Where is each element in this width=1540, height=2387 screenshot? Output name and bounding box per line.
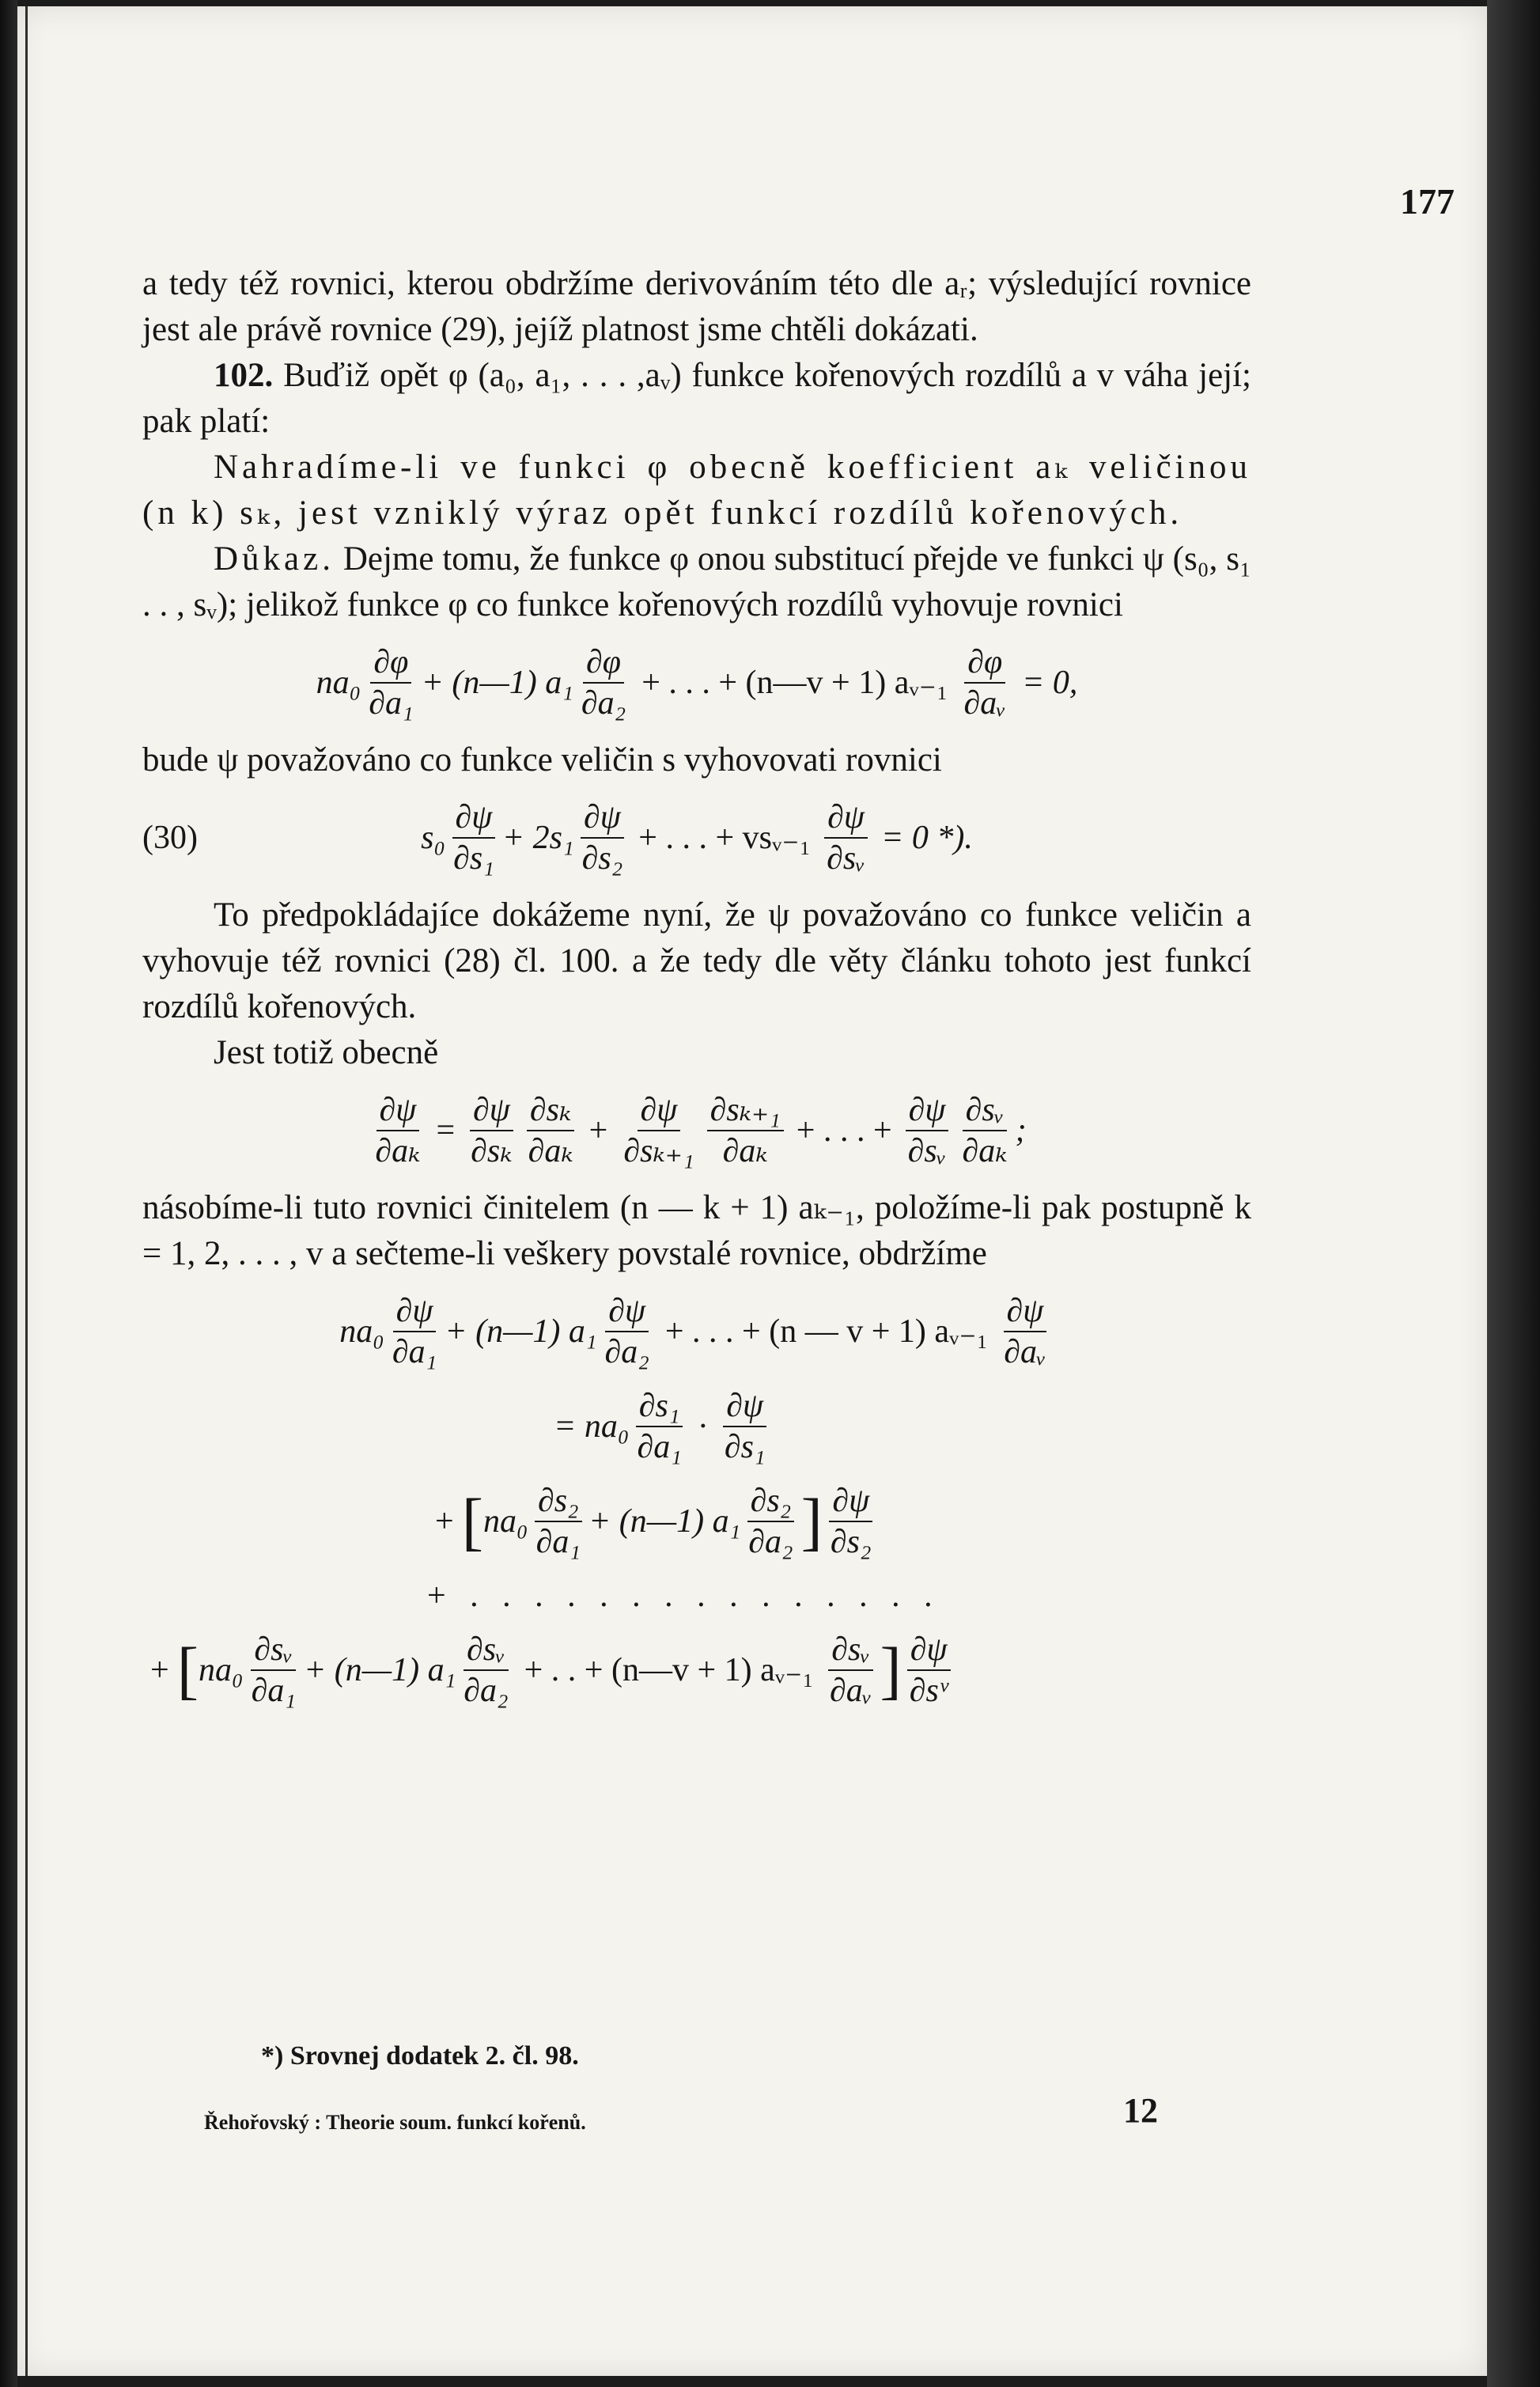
- eq3-frac-f: [959, 1090, 1011, 1171]
- eq4-l2-den-1: ∂a₁: [637, 1429, 682, 1465]
- eq4-l1-middle: + . . . + (n — v + 1) aᵥ₋₁: [664, 1313, 989, 1350]
- eq2-coef-1: s₀: [421, 820, 446, 856]
- eq4-l3-term-2: + (n—1) a₁: [588, 1503, 741, 1540]
- eq3-e-den: ∂sᵥ: [907, 1133, 947, 1169]
- eq3-lhs-den: ∂aₖ: [375, 1133, 421, 1169]
- eq2-num-2: ∂ψ: [581, 798, 624, 839]
- page-gutter-line: [25, 6, 28, 2376]
- eq4-l5-frac-1: [248, 1630, 299, 1711]
- article-number: 102.: [214, 357, 274, 394]
- proof-label: Důkaz.: [214, 540, 335, 578]
- eq4-l5-den-1: ∂a₁: [251, 1673, 296, 1709]
- eq4-l2-den-2: ∂s₁: [724, 1429, 766, 1465]
- eq4-l3-den-1: ∂a₁: [535, 1524, 581, 1560]
- eq3-frac-d: [707, 1090, 784, 1171]
- eq2-frac-3: [823, 798, 868, 878]
- scan-edge-right: [1487, 0, 1540, 2387]
- eq3-frac-a: [467, 1090, 515, 1171]
- eq4-l3-frac-1: [533, 1481, 584, 1562]
- eq4-l1-den-2: ∂a₂: [604, 1334, 649, 1370]
- eq2-den-2: ∂s₂: [581, 840, 623, 877]
- eq3-c-num: ∂ψ: [638, 1090, 681, 1131]
- eq2-coef-2: + 2s₁: [501, 820, 574, 856]
- eq3-a-den: ∂sₖ: [471, 1133, 513, 1169]
- scan-edge-left: [0, 0, 17, 2387]
- paragraph-2: [142, 353, 1251, 445]
- eq4-l5-term-2: + (n—1) a₁: [303, 1652, 456, 1688]
- eq4-l1-frac-3: [1001, 1291, 1050, 1372]
- paragraph-8: násobíme-li tuto rovnici činitelem (n — k + 1) aₖ₋₁, položíme-li pak postupně k = 1, 2, . . . , v a sečteme-li veškery povstalé rovnice, obdržíme: [142, 1189, 1251, 1272]
- eq1-frac-3: [961, 642, 1010, 723]
- right-bracket-icon: ]: [880, 1634, 902, 1706]
- eq4-l5-middle: + . . + (n—v + 1) aᵥ₋₁: [524, 1652, 814, 1688]
- eq4-l1-frac-2: [602, 1291, 653, 1372]
- eq3-d-num: ∂sₖ₊₁: [707, 1090, 784, 1131]
- footer-title: Řehořovský : Theorie soum. funkcí kořenů.: [204, 2111, 586, 2134]
- equation-sum-line-5: [142, 1630, 1251, 1711]
- eq1-num-2: ∂φ: [583, 642, 624, 684]
- equation-sum-line-1: [142, 1291, 1251, 1372]
- eq4-continuation-dots: + . . . . . . . . . . . . . . .: [427, 1578, 940, 1614]
- left-bracket-icon: [: [176, 1634, 199, 1706]
- equation-chain-rule: [142, 1090, 1251, 1171]
- eq2-den-3: ∂sᵥ: [827, 840, 866, 877]
- eq2-rhs: = 0 *).: [881, 820, 973, 856]
- eq1-frac-1: [365, 642, 416, 723]
- equation-sum-line-4: [142, 1576, 1251, 1616]
- eq3-f-num: ∂sᵥ: [963, 1090, 1008, 1131]
- eq4-l3-frac-2: [745, 1481, 796, 1562]
- eq4-l2-num-2: ∂ψ: [723, 1386, 766, 1427]
- eq4-l3-coef: na₀: [483, 1503, 528, 1540]
- eq4-l2-frac-2: [721, 1386, 769, 1467]
- eq1-den-3: ∂aᵥ: [963, 685, 1007, 722]
- eq1-middle: + . . . + (n—v + 1) aᵥ₋₁: [641, 665, 948, 701]
- eq1-den-2: ∂a₂: [581, 685, 626, 722]
- page-body: [142, 261, 1251, 1725]
- footnote: *) Srovnej dodatek 2. čl. 98.: [261, 2041, 579, 2071]
- eq4-l3-frac-3: [827, 1481, 875, 1562]
- eq3-frac-c: [620, 1090, 697, 1171]
- eq3-frac-e: [905, 1090, 950, 1171]
- proof-text: Dejme tomu, že funkce φ onou substitucí přejde ve funkci ψ (s₀, s₁ . . , sᵥ); jelikož funkce φ co funkce kořenových rozdílů vyhovuje rovnici: [142, 540, 1252, 623]
- eq4-l2-frac-1: [634, 1386, 684, 1467]
- eq2-num-1: ∂ψ: [452, 798, 496, 839]
- eq4-l5-den-4: ∂sᵛ: [909, 1673, 948, 1709]
- eq4-l5-frac-2: [460, 1630, 511, 1711]
- eq4-l5-coef: na₀: [199, 1652, 244, 1688]
- eq3-frac-lhs: [372, 1090, 423, 1171]
- eq4-l1-den-3: ∂aᵥ: [1004, 1334, 1046, 1370]
- eq2-den-1: ∂s₁: [453, 840, 494, 877]
- proof-paragraph: [142, 536, 1251, 628]
- eq4-l5-frac-3: [827, 1630, 876, 1711]
- eq3-f-den: ∂aₖ: [962, 1133, 1008, 1169]
- eq4-l1-den-1: ∂a₁: [392, 1334, 437, 1370]
- paragraph-7: Jest totiž obecně: [214, 1034, 439, 1071]
- eq4-l5-den-3: ∂aᵥ: [829, 1673, 872, 1709]
- eq4-l2-dot: ·: [697, 1408, 709, 1445]
- eq4-l5-num-1: ∂sᵥ: [251, 1630, 296, 1671]
- eq4-l5-num-4: ∂ψ: [907, 1630, 951, 1671]
- right-bracket-icon: ]: [800, 1485, 823, 1557]
- page-number: 177: [1400, 181, 1455, 222]
- eq4-l5-num-2: ∂sᵥ: [464, 1630, 509, 1671]
- eq3-equals: =: [436, 1112, 456, 1149]
- eq4-l3-den-3: ∂s₂: [830, 1524, 872, 1560]
- eq4-l3-den-2: ∂a₂: [748, 1524, 793, 1560]
- eq4-l1-num-1: ∂ψ: [393, 1291, 437, 1332]
- eq3-a-num: ∂ψ: [470, 1090, 513, 1131]
- eq2-frac-2: [579, 798, 626, 878]
- signature-number: 12: [1123, 2091, 1158, 2130]
- eq4-l3-num-3: ∂ψ: [829, 1481, 872, 1522]
- eq3-end: ;: [1015, 1112, 1027, 1149]
- eq4-l1-frac-1: [389, 1291, 440, 1372]
- eq4-l3-num-1: ∂s₂: [535, 1481, 582, 1522]
- eq1-num-3: ∂φ: [964, 642, 1005, 684]
- eq1-den-1: ∂a₁: [369, 685, 414, 722]
- eq4-l5-plus: +: [150, 1652, 169, 1688]
- eq4-l5-num-3: ∂sᵥ: [828, 1630, 873, 1671]
- equation-sum-line-2: [142, 1386, 1251, 1467]
- eq3-middle: + . . . +: [796, 1112, 892, 1149]
- eq4-l2-lhs: = na₀: [554, 1408, 630, 1445]
- eq4-l1-term-2: + (n—1) a₁: [445, 1313, 597, 1350]
- eq1-coef-1: na₀: [316, 665, 361, 701]
- eq2-middle: + . . . + vsᵥ₋₁: [638, 820, 812, 856]
- eq4-l3-plus: +: [435, 1503, 454, 1540]
- equation-30: [142, 798, 1251, 878]
- eq3-frac-b: [525, 1090, 577, 1171]
- eq3-b-num: ∂sₖ: [527, 1090, 574, 1131]
- paragraph-6: To předpokládajíce dokážeme nyní, že ψ považováno co funkce veličin a vyhovuje též rovnici (28) čl. 100. a že tedy dle věty článku tohoto jest funkcí rozdílů kořenových.: [142, 896, 1251, 1025]
- eq1-num-1: ∂φ: [370, 642, 411, 684]
- eq3-lhs-num: ∂ψ: [376, 1090, 420, 1131]
- eq3-b-den: ∂aₖ: [528, 1133, 573, 1169]
- eq3-e-num: ∂ψ: [906, 1090, 949, 1131]
- eq4-l2-num-1: ∂s₁: [636, 1386, 683, 1427]
- left-bracket-icon: [: [461, 1485, 483, 1557]
- equation-sum-line-3: [142, 1481, 1251, 1562]
- eq4-l3-num-2: ∂s₂: [747, 1481, 795, 1522]
- theorem-statement: Nahradíme-li ve funkci φ obecně koefficient aₖ veličinou (n k) sₖ, jest vzniklý výraz opět funkcí rozdílů kořenových.: [142, 449, 1251, 532]
- eq4-l1-coef: na₀: [339, 1313, 384, 1350]
- eq1-frac-2: [578, 642, 629, 723]
- eq1-rhs: = 0,: [1022, 665, 1078, 701]
- eq3-d-den: ∂aₖ: [722, 1133, 768, 1169]
- paragraph-1: a tedy též rovnici, kterou obdržíme derivováním této dle aᵣ; výsledující rovnice jest ale právě rovnice (29), jejíž platnost jsme chtěli dokázati.: [142, 265, 1251, 348]
- eq2-num-3: ∂ψ: [824, 798, 868, 839]
- eq3-c-den: ∂sₖ₊₁: [623, 1133, 694, 1169]
- eq1-coef-2: + (n—1) a₁: [421, 665, 573, 701]
- eq4-l1-num-3: ∂ψ: [1004, 1291, 1047, 1332]
- paragraph-5: bude ψ považováno co funkce veličin s vyhovovati rovnici: [142, 741, 942, 779]
- eq4-l5-den-2: ∂a₂: [464, 1673, 509, 1709]
- paragraph-2-text: Buďiž opět φ (a₀, a₁, . . . ,aᵥ) funkce kořenových rozdílů a v váha její; pak platí:: [142, 357, 1251, 440]
- eq2-frac-1: [450, 798, 498, 878]
- equation-phi: [142, 642, 1251, 723]
- eq3-plus: +: [588, 1112, 608, 1149]
- eq4-l1-num-2: ∂ψ: [605, 1291, 649, 1332]
- equation-label-30: (30): [142, 820, 198, 856]
- eq4-l5-frac-4: [906, 1630, 952, 1711]
